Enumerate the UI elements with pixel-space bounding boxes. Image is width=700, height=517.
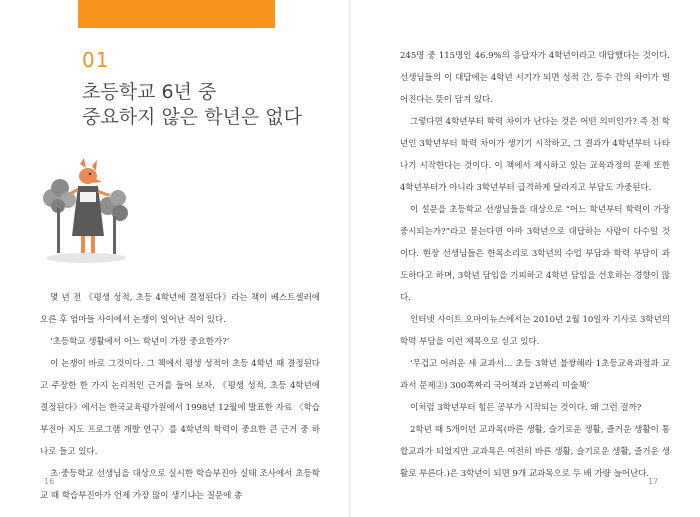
chapter-tab <box>78 0 275 28</box>
right-paragraph-5: ‘무겁고 어려운 새 교과서… 초등 3학년 불쌍해라 1초등교육과정과 교과서 문제②) 300쪽짜리 국어책과 2년짜리 미술책’ <box>400 359 670 391</box>
fox-girl-illustration <box>40 158 130 268</box>
left-paragraph-2: ‘초등학교 생활에서 어느 학년이 가장 중요한가?’ <box>50 337 230 347</box>
chapter-title <box>82 80 342 130</box>
right-paragraph-1: 245명 중 115명인 46.9%의 응답자가 4학년이라고 대답했다는 것이다. 선생님들의 이 대답에는 4학년 시기가 되면 성적 간, 등수 간의 차이가 벌어진다는 뜻이 담겨 있다. <box>400 51 670 105</box>
left-paragraph-3: 이 논쟁이 바로 그것이다. 그 책에서 평생 성적이 초등 4학년 때 결정된다고 주장한 한 가지 논리적인 근거를 들어 보자. 《평생 성적, 초등 4학년에 결정된다》에서는 한국교육평가원에서 1998년 12월에 발표한 자료 〈학습부진아 지도 프로그램 개발 연구〉를 4학년의 학력이 중요한 큰 근거 중 하나로 들고 있다. <box>40 359 320 457</box>
chapter-number: 01 <box>82 48 110 72</box>
right-paragraph-4: 인터넷 사이트 오마이뉴스에서는 2010년 2월 10일자 기사로 3학년의 학력 부담을 이런 제목으로 싣고 있다. <box>400 315 670 347</box>
left-page-number: 16 <box>44 477 55 486</box>
left-page-body <box>40 287 320 507</box>
right-page-body <box>400 45 670 485</box>
title-line-2: 중요하지 않은 학년은 없다 <box>82 106 303 128</box>
right-paragraph-6: 이처럼 3학년부터 힘든 공부가 시작되는 것이다. 왜 그런 걸까? <box>410 403 642 413</box>
right-paragraph-7: 2학년 때 5개이던 교과목(바른 생활, 슬기로운 생활, 즐거운 생활이 통합교과가 되었지만 교과목은 여전히 바른 생활, 슬기로운 생활, 즐거운 생활로 부른다.)은 3학년이 되면 9개 교과목으로 두 배 가량 늘어난다. <box>400 425 670 479</box>
title-line-1: 초등학교 6년 중 <box>82 81 217 103</box>
right-paragraph-2: 그렇다면 4학년부터 학력 차이가 난다는 것은 어떤 의미인가? 즉 전 학년인 3학년부터 학력 차이가 생기기 시작하고, 그 결과가 4학년부터 나타나기 시작한다는 것이다. 이 책에서 제시하고 있는 교육과정의 문제 또한 4학년부터가 아니라 3학년부터 급격하게 달라지고 부담도 가중된다. <box>400 117 670 193</box>
right-paragraph-3: 이 설문을 초등학교 선생님들을 대상으로 “어느 학년부터 학력이 가장 중시되는가?”라고 묻는다면 아마 3학년으로 대답하는 사람이 다수일 것이다. 현장 선생님들은 한목소리로 3학년의 수업 부담과 학력 부담이 과도하다고 하며, 3학년 담임을 기피하고 4학년 담임을 선호하는 경향이 많다. <box>400 205 670 303</box>
right-page-number: 17 <box>648 477 659 486</box>
left-paragraph-1: 몇 년 전 《평생 성적, 초등 4학년에 결정된다》라는 책이 베스트셀러에 오른 후 엄마들 사이에서 논쟁이 일어난 적이 있다. <box>40 293 320 325</box>
book-spine <box>349 0 351 517</box>
left-paragraph-4: 초·중등학교 선생님을 대상으로 실시한 학습부진아 실태 조사에서 초등학교 때 학습부진아가 언제 가장 많이 생기냐는 질문에 총 <box>40 469 320 501</box>
